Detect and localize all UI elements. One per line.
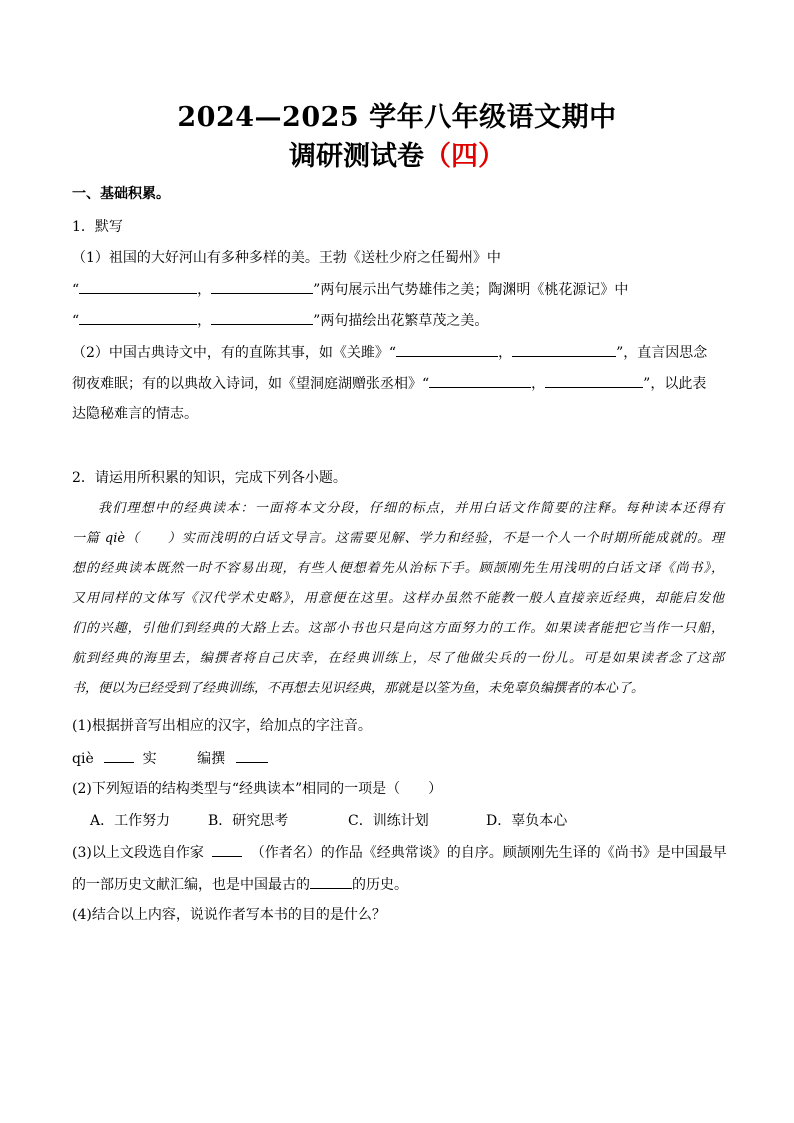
q1-part2-line1	[72, 342, 707, 363]
option-c[interactable]: C．训练计划	[348, 813, 429, 829]
q1-part1-line1: （1）祖国的大好河山有多种多样的美。王勃《送杜少府之任蜀州》中	[72, 250, 501, 266]
line-text: 的一部历史文献汇编，也是中国最古的	[72, 877, 310, 893]
answer-blank[interactable]	[236, 748, 268, 763]
word-text: 编撰	[197, 751, 226, 767]
q2-sub2: (2)下列短语的结构类型与“经典读本”相同的一项是（ ）	[72, 781, 443, 797]
q2-sub4: (4)结合以上内容，说说作者写本书的目的是什么？	[72, 907, 386, 923]
answer-blank[interactable]	[396, 342, 498, 357]
exam-title-main: 调研测试卷	[289, 141, 424, 172]
q2-sub1: (1)根据拼音写出相应的汉字，给加点的字注音。	[72, 718, 372, 734]
q2-sub3-line2	[72, 874, 408, 895]
q2-sub1-answer-row	[72, 748, 268, 769]
line-text: ”两句展示出气势雄伟之美；陶渊明《桃花源记》中	[313, 282, 629, 298]
answer-blank[interactable]	[310, 874, 352, 889]
line-text: 彻夜难眠；有的以典故入诗词，如《望洞庭湖赠张丞相》“	[72, 376, 430, 392]
answer-blank[interactable]	[212, 842, 242, 857]
line-text: ”，以此表	[643, 376, 707, 392]
comma: ，	[197, 282, 212, 298]
question-2-label: 2．请运用所积累的知识，完成下列各小题。	[72, 470, 347, 486]
comma: ，	[531, 376, 546, 392]
q1-part1-line2	[72, 279, 628, 300]
q1-part2-line2	[72, 373, 706, 394]
line-text: ”，直言因思念	[616, 345, 708, 361]
pinyin-text: qiè	[72, 751, 94, 767]
passage-line: 书，便以为已经受到了经典训练，不再想去见识经典，那就是以筌为鱼，未免辜负编撰者的本心了。	[72, 681, 645, 696]
question-1-label: 1．默写	[72, 219, 123, 235]
option-a[interactable]: A．工作努力	[90, 813, 171, 829]
answer-blank[interactable]	[104, 748, 134, 763]
exam-title-line1: 2024—2025 学年八年级语文期中	[177, 102, 617, 133]
line-text: （2）中国古典诗文中，有的直陈其事，如《关雎》“	[72, 345, 397, 361]
q2-sub3-line1	[72, 842, 727, 863]
answer-blank[interactable]	[79, 279, 197, 294]
passage-line: 想的经典读本既然一时不容易出现，有些人便想着先从治标下手。顾颉刚先生用浅明的白话文译《尚书》，	[72, 561, 724, 576]
line-text: (3)以上文段选自作家	[72, 845, 204, 861]
passage-line: 一篇 qiè（ ）实而浅明的白话文导言。这需要见解、学力和经验，不是一个人一个时期所能成就的。理	[72, 531, 724, 546]
open-quote: “	[72, 282, 80, 298]
passage-line: 们的兴趣，引他们到经典的大路上去。这部小书也只是向这方面努力的工作。如果读者能把它当作一只船，	[72, 621, 724, 636]
answer-blank[interactable]	[79, 310, 197, 325]
q2-sub2-options	[90, 811, 567, 831]
q1-part2-line3: 达隐秘难言的情志。	[72, 406, 198, 422]
answer-blank[interactable]	[211, 279, 313, 294]
option-d[interactable]: D．辜负本心	[486, 813, 568, 829]
option-b[interactable]: B．研究思考	[208, 813, 289, 829]
answer-blank[interactable]	[211, 310, 313, 325]
comma: ，	[197, 313, 212, 329]
reading-passage	[72, 494, 724, 704]
answer-blank[interactable]	[512, 342, 616, 357]
q1-part1-line3	[72, 310, 488, 331]
answer-blank[interactable]	[545, 373, 643, 388]
passage-line: 航到经典的海里去，编撰者将自己庆幸，在经典训练上，尽了他做尖兵的一份儿。可是如果读者念了这部	[72, 651, 724, 666]
exam-title-number: （四）	[424, 141, 505, 172]
line-text: （作者名）的作品《经典常谈》的自序。顾颉刚先生译的《尚书》是中国最早	[250, 845, 727, 861]
passage-line: 我们理想中的经典读本：一面将本文分段，仔细的标点，并用白话文作简要的注释。每种读本还得有	[98, 501, 724, 516]
section-heading-basics: 一、基础积累。	[72, 186, 170, 202]
char-text: 实	[142, 751, 157, 767]
passage-line: 又用同样的文体写《汉代学术史略》，用意便在这里。这样办虽然不能教一般人直接亲近经典，却能启发他	[72, 591, 724, 606]
open-quote: “	[72, 313, 80, 329]
line-text: ”两句描绘出花繁草茂之美。	[313, 313, 489, 329]
exam-title-line2	[0, 139, 794, 175]
answer-blank[interactable]	[429, 373, 531, 388]
line-text: 的历史。	[352, 877, 408, 893]
comma: ，	[498, 345, 513, 361]
